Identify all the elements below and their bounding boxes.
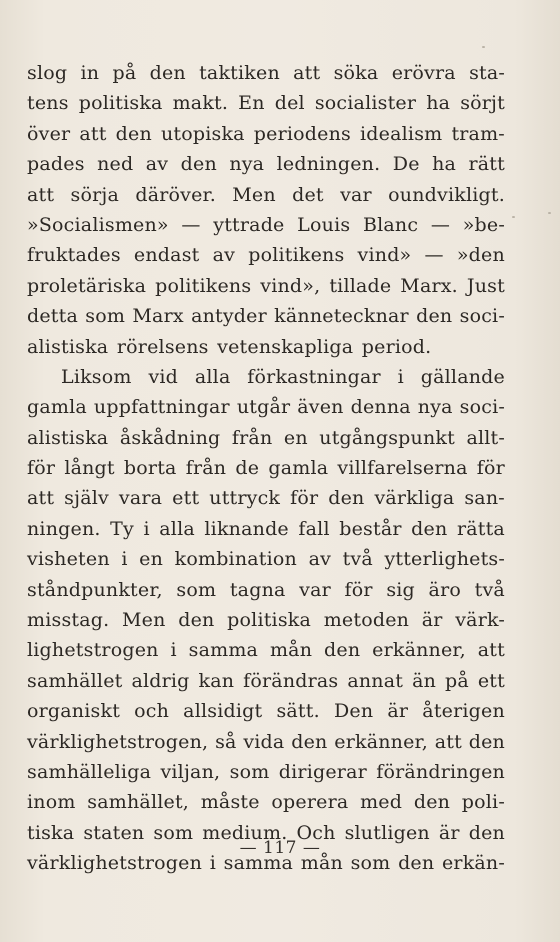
text-line: fruktades endast av politikens vind» — »den xyxy=(27,244,505,267)
text-line: värklighetstrogen i samma mån som den erkän- xyxy=(27,852,505,875)
text-line: »Socialismen» — yttrade Louis Blanc — »be- xyxy=(27,213,505,236)
body-text xyxy=(27,58,505,879)
text-line: samhället aldrig kan förändras annat än på ett xyxy=(27,669,505,692)
text-line: tiska staten som medium. Och slutligen är den xyxy=(27,821,505,844)
text-line: ståndpunkter, som tagna var för sig äro två xyxy=(27,578,505,601)
text-line: Liksom vid alla förkastningar i gällande xyxy=(61,365,505,388)
page-number: — 117 — xyxy=(239,838,321,858)
text-line: slog in på den taktiken att söka erövra sta- xyxy=(27,62,505,84)
text-line: proletäriska politikens vind», tillade Marx. Just xyxy=(27,274,505,297)
text-line: samhälleliga viljan, som dirigerar förändringen xyxy=(27,760,505,783)
paper-speck xyxy=(548,212,551,214)
text-line: detta som Marx antyder kännetecknar den soci- xyxy=(27,305,505,328)
text-line: för långt borta från de gamla villfarelserna för xyxy=(27,457,505,480)
text-line: lighetstrogen i samma mån den erkänner, att xyxy=(27,639,505,662)
text-line: inom samhället, måste operera med den poli- xyxy=(27,791,505,814)
paper-speck xyxy=(512,216,515,218)
text-line: misstag. Men den politiska metoden är värk- xyxy=(27,609,505,632)
text-line: visheten i en kombination av två ytterlighets- xyxy=(27,548,505,571)
text-line: alistiska åskådning från en utgångspunkt allt- xyxy=(27,426,505,449)
text-line: alistiska rörelsens vetenskapliga period. xyxy=(27,335,432,358)
text-line: över att den utopiska periodens idealism tram- xyxy=(27,122,505,145)
paragraph xyxy=(27,362,505,879)
text-line: att själv vara ett uttryck för den värkliga san- xyxy=(27,487,505,510)
paper-speck xyxy=(482,46,485,48)
text-line: tens politiska makt. En del socialister ha sörjt xyxy=(27,92,505,115)
text-line: pades ned av den nya ledningen. De ha rätt xyxy=(27,153,505,176)
paragraph xyxy=(27,58,505,362)
text-line: värklighetstrogen, så vida den erkänner, att den xyxy=(27,730,505,753)
text-line: att sörja däröver. Men det var oundvikligt. xyxy=(27,183,505,206)
text-line: organiskt och allsidigt sätt. Den är återigen xyxy=(27,700,505,723)
text-line: gamla uppfattningar utgår även denna nya soci- xyxy=(27,396,505,419)
text-line: ningen. Ty i alla liknande fall består den rätta xyxy=(27,517,505,540)
